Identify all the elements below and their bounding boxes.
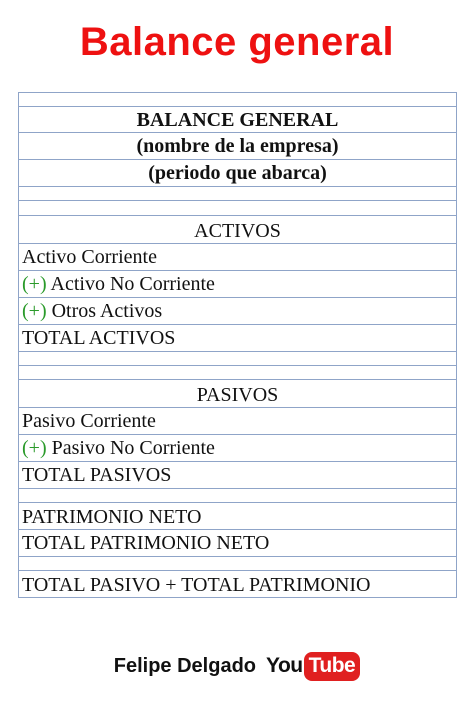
youtube-logo-tube: Tube (304, 652, 361, 681)
page-title: Balance general (79, 20, 395, 64)
activo-no-corriente-label: Activo No Corriente (50, 273, 215, 295)
table-row-empty (19, 352, 456, 366)
footer (0, 648, 474, 684)
total-activos-row: TOTAL ACTIVOS (19, 325, 456, 352)
plus-sign: (+) (22, 437, 47, 459)
pasivo-no-corriente-label: Pasivo No Corriente (51, 437, 215, 459)
youtube-logo-icon (266, 652, 360, 681)
period-placeholder: (periodo que abarca) (19, 160, 456, 187)
table-row-empty (19, 489, 456, 503)
activo-corriente-row: Activo Corriente (19, 244, 456, 271)
table-row-empty (19, 93, 456, 107)
otros-activos-label: Otros Activos (51, 300, 163, 322)
youtube-logo-you: You (266, 654, 303, 677)
total-patrimonio-neto-row: TOTAL PATRIMONIO NETO (19, 530, 456, 557)
plus-sign: (+) (22, 273, 47, 295)
table-row-empty (19, 201, 456, 216)
balance-sheet-table (18, 92, 457, 598)
pasivos-heading: PASIVOS (19, 380, 456, 408)
total-pasivos-row: TOTAL PASIVOS (19, 462, 456, 489)
activo-no-corriente-row (19, 271, 456, 298)
company-name-placeholder: (nombre de la empresa) (19, 133, 456, 160)
table-row-empty (19, 187, 456, 201)
table-row-empty (19, 557, 456, 571)
plus-sign: (+) (22, 300, 47, 322)
grand-total-row: TOTAL PASIVO + TOTAL PATRIMONIO (19, 571, 456, 598)
table-row-empty (19, 366, 456, 380)
otros-activos-row (19, 298, 456, 325)
table-heading: BALANCE GENERAL (19, 107, 456, 133)
patrimonio-neto-row: PATRIMONIO NETO (19, 503, 456, 530)
author-name: Felipe Delgado (113, 654, 257, 677)
activos-heading: ACTIVOS (19, 216, 456, 244)
pasivo-no-corriente-row (19, 435, 456, 462)
pasivo-corriente-row: Pasivo Corriente (19, 408, 456, 435)
